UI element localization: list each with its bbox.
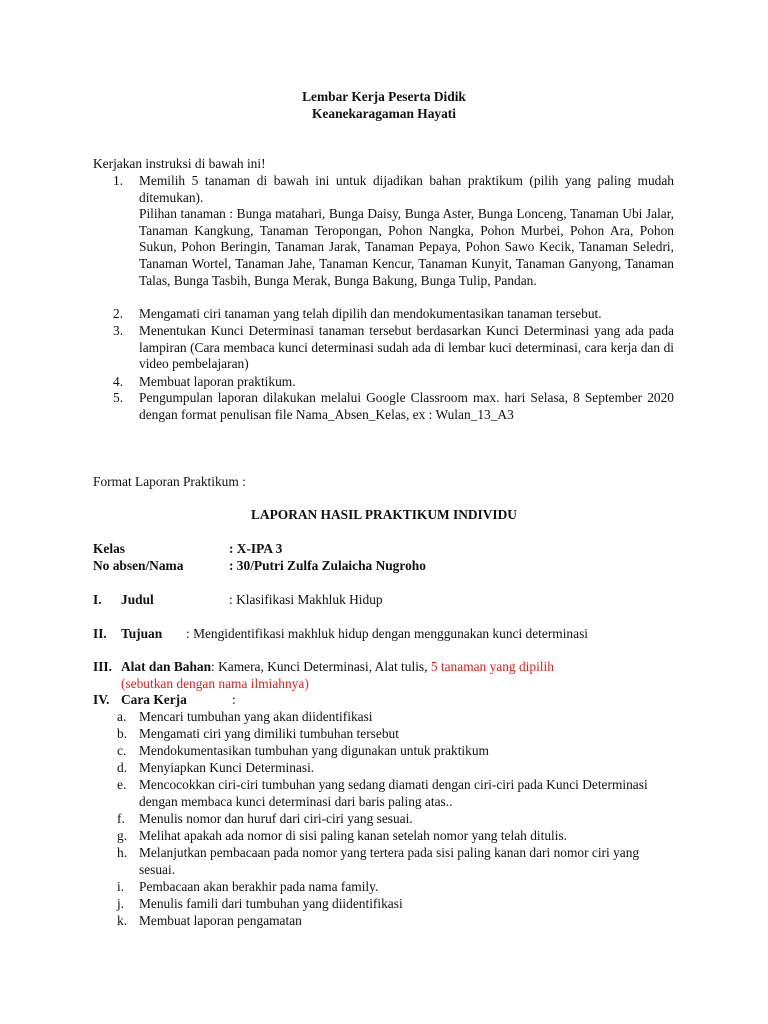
- section-number-tujuan: II.: [93, 626, 107, 641]
- item-text: Membuat laporan pengamatan: [139, 913, 302, 928]
- kelas-label: Kelas: [93, 541, 125, 556]
- instruction-intro: Kerjakan instruksi di bawah ini!: [93, 156, 266, 171]
- step-text: Memilih 5 tanaman di bawah ini untuk dijadikan bahan praktikum (pilih yang paling mudah ditemukan).: [139, 173, 674, 205]
- cara-kerja-item-c: [117, 743, 677, 760]
- step-number: 2.: [113, 306, 124, 321]
- step-item-1: [113, 173, 674, 289]
- item-text: Mencocokkan ciri-ciri tumbuhan yang sedang diamati dengan ciri-ciri pada Kunci Determinasi dengan membaca kunci determinasi dari baris paling atas..: [139, 777, 648, 809]
- cara-kerja-item-k: [117, 913, 677, 930]
- alat-highlight-plants: 5 tanaman yang dipilih: [430, 659, 554, 674]
- cara-kerja-item-i: [117, 879, 677, 896]
- item-text: Pembacaan akan berakhir pada nama family.: [139, 879, 379, 894]
- step-number: 3.: [113, 323, 124, 338]
- plant-options: Pilihan tanaman : Bunga matahari, Bunga Daisy, Bunga Aster, Bunga Lonceng, Tanaman Ubi Jalar, Tanaman Kangkung, Tanaman Teropongan, Pohon Nangka, Pohon Murbei, Pohon Ara, Pohon Sukun, Pohon Beringin, Tanaman Jarak, Tanaman Pepaya, Pohon Sawo Kecik, Tanaman Seledri, Tanaman Wortel, Tanaman Jahe, Tanaman Kencur, Tanaman Kunyit, Tanaman Ganyong, Tanaman Talas, Bunga Tasbih, Bunga Merak, Bunga Bakung, Bunga Tulip, Pandan.: [139, 206, 674, 288]
- section-value-tujuan: : Mengidentifikasi makhluk hidup dengan menggunakan kunci determinasi: [186, 626, 589, 641]
- item-letter: j.: [117, 896, 125, 911]
- step-text: Menentukan Kunci Determinasi tanaman tersebut berdasarkan Kunci Determinasi yang ada pada lampiran (Cara membaca kunci determinasi sudah ada di lembar kuci determinasi, cara kerja dan di video pembelajaran): [139, 323, 674, 372]
- cara-kerja-item-b: [117, 726, 677, 743]
- document-subtitle: Keanekaragaman Hayati: [312, 106, 456, 121]
- item-text: Mencari tumbuhan yang akan diidentifikasi: [139, 709, 373, 724]
- absen-label: No absen/Nama: [93, 558, 184, 573]
- item-letter: f.: [117, 811, 125, 826]
- section-label-cara: Cara Kerja: [121, 692, 187, 707]
- section-line-alat: [121, 659, 554, 676]
- step-item-4: [113, 374, 674, 391]
- item-letter: c.: [117, 743, 127, 758]
- step-item-2: [113, 306, 693, 323]
- item-letter: b.: [117, 726, 128, 741]
- item-letter: a.: [117, 709, 127, 724]
- section-label-tujuan: Tujuan: [121, 626, 163, 641]
- item-text: Melihat apakah ada nomor di sisi paling kanan setelah nomor yang telah ditulis.: [139, 828, 568, 843]
- cara-kerja-item-d: [117, 760, 677, 777]
- item-text: Menulis famili dari tumbuhan yang diidentifikasi: [139, 896, 403, 911]
- step-item-5: [113, 390, 674, 423]
- section-value-judul: : Klasifikasi Makhluk Hidup: [229, 592, 383, 607]
- section-colon-cara: :: [232, 692, 236, 707]
- cara-kerja-item-e: [117, 777, 677, 810]
- item-letter: e.: [117, 777, 127, 792]
- step-item-3: [113, 323, 674, 373]
- item-letter: d.: [117, 760, 128, 775]
- cara-kerja-item-g: [117, 828, 677, 845]
- item-letter: k.: [117, 913, 128, 928]
- item-text: Mendokumentasikan tumbuhan yang digunakan untuk praktikum: [139, 743, 489, 758]
- cara-kerja-item-h: [117, 845, 677, 878]
- step-number: 5.: [113, 390, 124, 405]
- item-letter: i.: [117, 879, 125, 894]
- step-text: Mengamati ciri tanaman yang telah dipilih dan mendokumentasikan tanaman tersebut.: [139, 306, 602, 321]
- step-text: Pengumpulan laporan dilakukan melalui Google Classroom max. hari Selasa, 8 September 2020 dengan format penulisan file Nama_Absen_Kelas, ex : Wulan_13_A3: [139, 390, 674, 422]
- step-number: 1.: [113, 173, 124, 188]
- format-label: Format Laporan Praktikum :: [93, 474, 246, 489]
- cara-kerja-item-f: [117, 811, 677, 828]
- item-letter: h.: [117, 845, 128, 860]
- cara-kerja-item-a: [117, 709, 677, 726]
- alat-highlight-note: (sebutkan dengan nama ilmiahnya): [121, 676, 309, 691]
- step-number: 4.: [113, 374, 124, 389]
- report-title: LAPORAN HASIL PRAKTIKUM INDIVIDU: [251, 507, 517, 522]
- item-text: Menulis nomor dan huruf dari ciri-ciri yang sesuai.: [139, 811, 413, 826]
- document-title: Lembar Kerja Peserta Didik: [302, 89, 466, 104]
- section-number-cara: IV.: [93, 692, 110, 707]
- section-label-alat: Alat dan Bahan: [121, 659, 212, 674]
- section-value-alat: : Kamera, Kunci Determinasi, Alat tulis,: [211, 659, 428, 674]
- item-text: Melanjutkan pembacaan pada nomor yang tertera pada sisi paling kanan dari nomor ciri yang sesuai.: [139, 845, 640, 877]
- section-number-judul: I.: [93, 592, 102, 607]
- absen-value: : 30/Putri Zulfa Zulaicha Nugroho: [229, 558, 426, 573]
- item-letter: g.: [117, 828, 128, 843]
- section-number-alat: III.: [93, 659, 112, 674]
- step-text: Membuat laporan praktikum.: [139, 374, 296, 389]
- cara-kerja-item-j: [117, 896, 677, 913]
- section-label-judul: Judul: [121, 592, 154, 607]
- item-text: Menyiapkan Kunci Determinasi.: [139, 760, 315, 775]
- kelas-value: : X-IPA 3: [229, 541, 283, 556]
- item-text: Mengamati ciri yang dimiliki tumbuhan tersebut: [139, 726, 399, 741]
